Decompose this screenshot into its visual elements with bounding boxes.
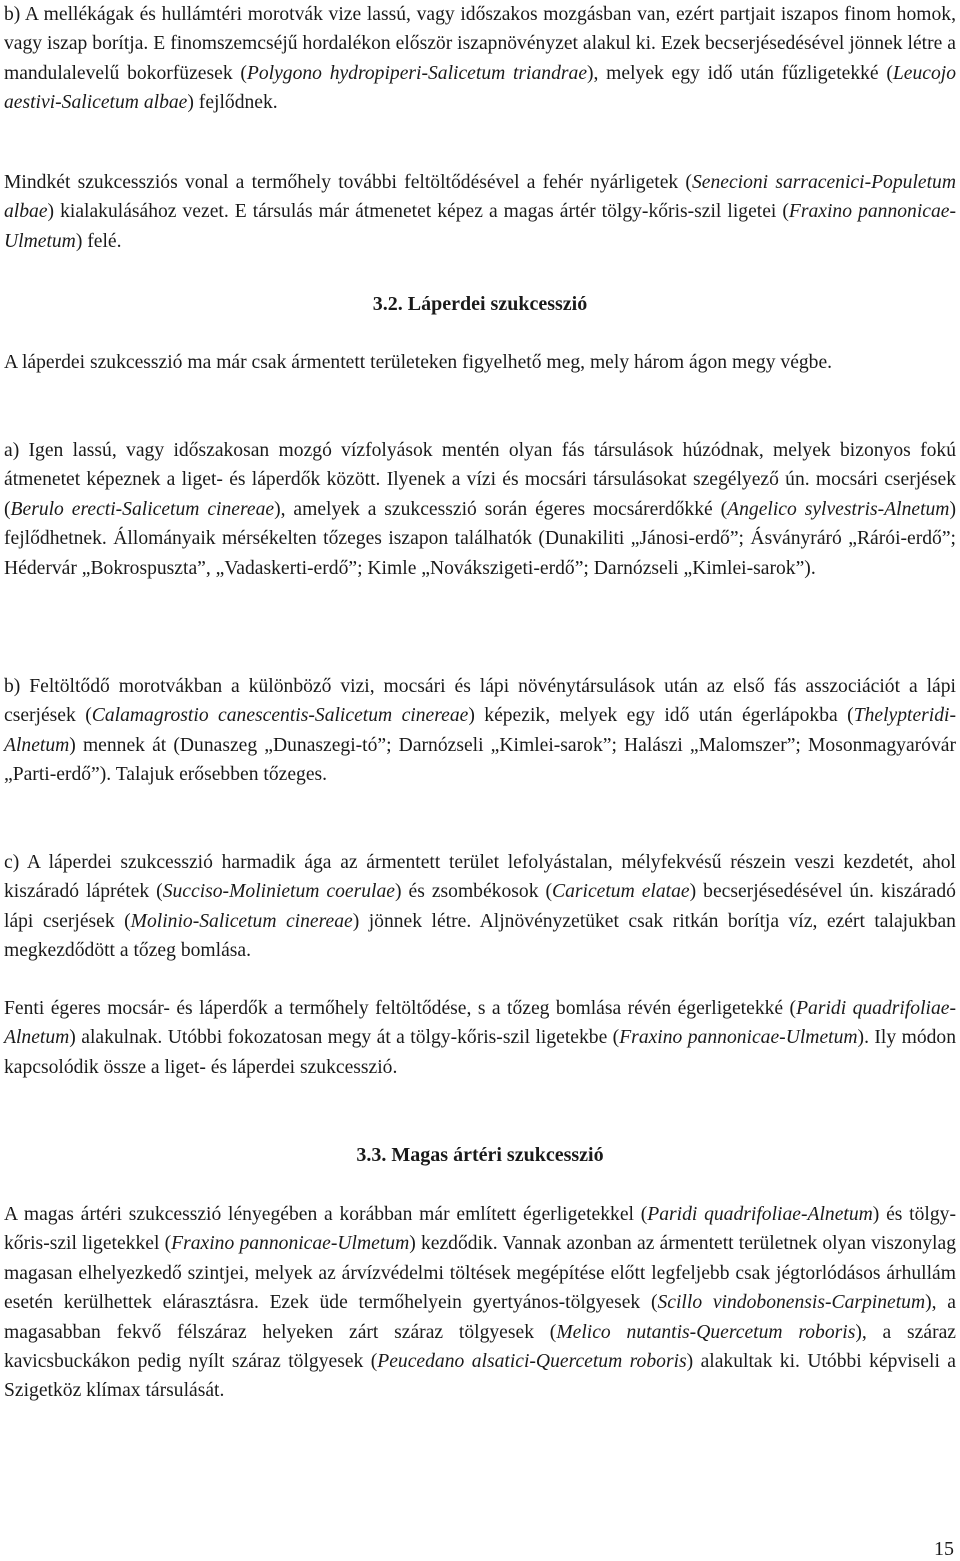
paragraph-high-floodplain: [4, 1200, 956, 1406]
text-run: ), a száraz kavicsbuckákon pedig nyílt száraz tölgyesek (: [4, 1321, 956, 1373]
text-run: ) fejlődnek.: [187, 92, 278, 114]
section-heading-3-2: 3.2. Láperdei szukcesszió: [372, 293, 588, 315]
species-name: Melico nutantis-Quercetum roboris: [556, 1321, 856, 1343]
species-name: Polygono hydropiperi-Salicetum triandrae: [246, 62, 588, 84]
species-name: Leucojo aestivi-Salicetum albae: [4, 62, 956, 114]
paragraph-a-slow-streams: [4, 436, 956, 583]
text-run: ) kialakulásához vezet. E társulás már átmenetet képez a magas ártér tölgy-kőris-szil ligetei (: [47, 201, 789, 223]
text-run: ) alakultak ki. Utóbbi képviseli a Szigetköz klímax társulását.: [4, 1351, 956, 1402]
paragraph-b-side-arms: [4, 0, 956, 118]
species-name: Succiso-Molinietum coerulae: [162, 881, 395, 903]
paragraph-succession-lines: [4, 168, 956, 256]
text-run: a) Igen lassú, vagy időszakosan mozgó vízfolyások mentén olyan fás társulások húzódnak, melyek bizonyos fokú átmenetet képeznek a liget- és láperdők között. Ilyenek a vízi és mocsári társulásokat szegélyező ún. mocsári cserjések (: [4, 440, 956, 520]
species-name: Senecioni sarracenici-Populetum albae: [4, 172, 956, 223]
text-run: ) kezdődik. Vannak azonban az ármentett területnek olyan viszonylag magasan elhelyezkedő szintjei, melyek az árvízvédelmi töltések megépítése előtt legfeljebb csak jégtorlódásos árhullám esetén kerülhettek elárasztásra. Ezek üde termőhelyein gyertyános-tölgyesek (: [4, 1233, 956, 1314]
text-run: ) alakulnak. Utóbbi fokozatosan megy át a tölgy-kőris-szil ligetekbe (: [69, 1027, 620, 1049]
text-run: A láperdei szukcesszió ma már csak ármentett területeken figyelhető meg, mely három ágon megy végbe.: [4, 352, 833, 373]
text-run: b) Feltöltődő morotvákban a különböző vizi, mocsári és lápi növénytársulások után az első fás asszociációt a lápi cserjések (: [4, 676, 956, 727]
text-run: ), melyek egy idő után fűzligetekké (: [587, 62, 893, 84]
species-name: Angelico sylvestris-Alnetum: [727, 498, 950, 520]
species-name: Fraxino pannonicae-Ulmetum: [619, 1027, 858, 1049]
species-name: Thelypteridi-Alnetum: [4, 705, 956, 756]
species-name: Paridi quadrifoliae-Alnetum: [4, 998, 956, 1049]
text-run: ) jönnek létre. Aljnövényzetüket csak ritkán borítja víz, ezért talajukban megkezdődött a tőzeg bomlása.: [4, 910, 956, 962]
text-run: ) becserjésedésével ún. kiszáradó lápi cserjések (: [4, 881, 956, 932]
text-run: ). Ily módon kapcsolódik össze a liget- és láperdei szukcesszió.: [4, 1027, 957, 1078]
species-name: Peucedano alsatici-Quercetum roboris: [377, 1351, 687, 1373]
text-run: c) A láperdei szukcesszió harmadik ága az ármentett terület lefolyástalan, mélyfekvésű részein veszi kezdetét, ahol kiszáradó láprétek (: [4, 852, 956, 903]
text-run: ), a magasabban fekvő félszáraz helyeken zárt száraz tölgyesek (: [4, 1292, 956, 1343]
species-name: Scillo vindobonensis-Carpinetum: [657, 1292, 926, 1314]
text-run: b) A mellékágak és hullámtéri morotvák vize lassú, vagy időszakos mozgásban van, ezért partjait iszapos finom homok, vagy iszap borítja. E finomszemcséjű hordalékon először iszapnövényzet alakul ki. Ezek becserjésedésével jönnek létre a mandulalevelű bokorfüzesek (: [4, 4, 956, 84]
text-run: ), amelyek a szukcesszió során égeres mocsárerdőkké (: [274, 498, 728, 520]
species-name: Berulo erecti-Salicetum cinereae: [10, 498, 275, 520]
species-name: Paridi quadrifoliae-Alnetum: [647, 1204, 873, 1225]
text-run: ) fejlődhetnek. Állományaik mérsékelten tőzeges iszapon találhatók (Dunakiliti „Jánosi-erdő”; Ásványráró „Rárói-erdő”; Hédervár „Bokrospuszta”, „Vadaskerti-erdő”; Kimle „Novákszigeti-erdő”; Darnózseli „Kimlei-sarok”).: [4, 498, 956, 579]
paragraph-alder-transition: [4, 994, 956, 1082]
text-run: ) és tölgy-kőris-szil ligetekkel (: [4, 1204, 956, 1255]
text-run: ) felé.: [75, 230, 122, 252]
text-run: A magas ártéri szukcesszió lényegében a korábban már említett égerligetekkel (: [4, 1204, 648, 1225]
text-run: ) és zsombékosok (: [394, 881, 553, 903]
section-heading-3-3: 3.3. Magas ártéri szukcesszió: [356, 1144, 604, 1166]
paragraph-b-filling-oxbows: [4, 672, 956, 790]
species-name: Molinio-Salicetum cinereae: [130, 910, 353, 932]
species-name: Caricetum elatae: [552, 881, 690, 903]
page-number: 15: [934, 1538, 954, 1560]
species-name: Calamagrostio canescentis-Salicetum cinereae: [91, 705, 469, 727]
text-run: Fenti égeres mocsár- és láperdők a termőhely feltöltődése, s a tőzeg bomlása révén égerligetekké (: [4, 998, 797, 1019]
text-run: ) mennek át (Dunaszeg „Dunaszegi-tó”; Darnózseli „Kimlei-sarok”; Halászi „Malomszer”; Mosonmagyaróvár „Parti-erdő”). Talajuk erősebben tőzeges.: [4, 734, 956, 786]
text-run: Mindkét szukcessziós vonal a termőhely további feltöltődésével a fehér nyárligetek (: [4, 172, 692, 193]
species-name: Fraxino pannonicae-Ulmetum: [171, 1233, 410, 1255]
species-name: Fraxino pannonicae-Ulmetum: [4, 201, 956, 252]
paragraph-fen-forest-intro: [4, 348, 956, 377]
paragraph-c-third-branch: [4, 848, 956, 966]
text-run: ) képezik, melyek egy idő után égerlápokba (: [468, 705, 854, 727]
